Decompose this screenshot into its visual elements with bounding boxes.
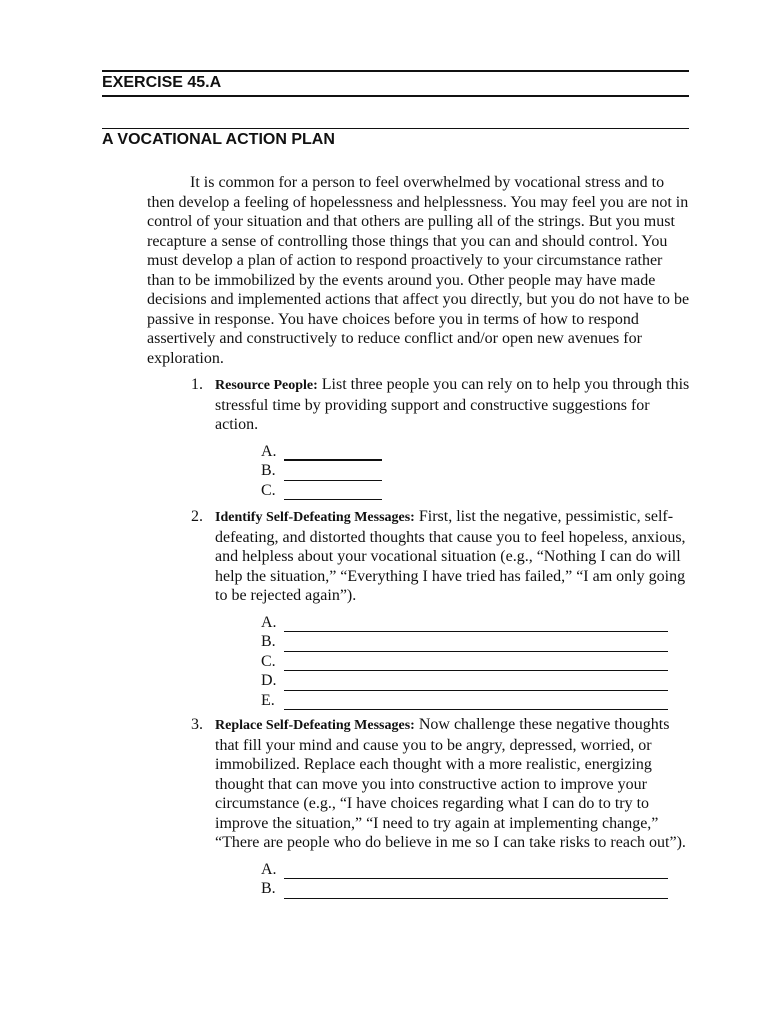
answer-letter: C. [261, 652, 276, 670]
answer-blank[interactable] [284, 656, 668, 671]
worksheet-title: A VOCATIONAL ACTION PLAN [102, 131, 335, 148]
item-text: First, list the negative, pessimistic, self-defeating, and distorted thoughts that cause you to feel hopeless, anxious, and helpless about your vocational situation (e.g., “Nothing I can do will help the situation,” “Everything I have tried has failed,” “I am only going to be rejected again”). [215, 508, 686, 604]
item-resource-people [191, 375, 691, 500]
answer-list [261, 613, 691, 711]
item-number: 1. [191, 376, 203, 393]
answer-blank[interactable] [284, 485, 382, 500]
item-replace-messages [191, 715, 691, 899]
top-rule [102, 70, 689, 72]
item-lead: Replace Self-Defeating Messages: [215, 718, 415, 733]
answer-blank[interactable] [284, 884, 668, 899]
answer-row[interactable] [261, 652, 691, 672]
answer-letter: B. [261, 633, 276, 650]
answer-row[interactable] [261, 632, 691, 652]
exercise-label: EXERCISE 45.A [102, 74, 222, 91]
answer-letter: A. [261, 860, 277, 878]
answer-blank[interactable] [284, 864, 668, 879]
answer-blank[interactable] [284, 445, 382, 461]
answer-row[interactable] [261, 442, 691, 462]
intro-paragraph: It is common for a person to feel overwhelmed by vocational stress and to then develop a feeling of hopelessness and helplessness. You may feel you are not in control of your situation and that others are pulling all of the strings. But you must recapture a sense of controlling those things that you can and should control. You must develop a plan of action to respond proactively to your circumstance rather than to be immobilized by the events around you. Other people may have made decisions and implemented actions that affect you directly, but you do not have to be passive in response. You have choices before you in terms of how to respond assertively and constructively to reduce conflict and/or open new avenues for exploration. [147, 174, 690, 367]
answer-letter: A. [261, 442, 277, 460]
item-lead: Identify Self-Defeating Messages: [215, 510, 415, 525]
answer-row[interactable] [261, 613, 691, 633]
answer-list [261, 442, 691, 501]
answer-blank[interactable] [284, 617, 668, 632]
answer-letter: D. [261, 672, 277, 689]
item-lead: Resource People: [215, 378, 318, 393]
item-text: List three people you can rely on to help you through this stressful time by providing support and constructive suggestions for action. [215, 376, 690, 433]
answer-letter: B. [261, 880, 276, 897]
answer-letter: C. [261, 481, 276, 499]
exercise-underline-rule [102, 95, 689, 97]
answer-blank[interactable] [284, 637, 668, 652]
item-text: Now challenge these negative thoughts that fill your mind and cause you to be angry, depressed, worried, or immobilized. Replace each thought with a more realistic, energizing thought that can move you into constructive action to improve your circumstance (e.g., “I have choices regarding what I can do to try to improve the situation,” “I need to try again at implementing change,” “There are people who do believe in me so I can take risks to reach out”). [215, 716, 686, 851]
answer-list [261, 860, 691, 899]
answer-row[interactable] [261, 461, 691, 481]
answer-letter: B. [261, 462, 276, 479]
answer-row[interactable] [261, 671, 691, 691]
item-number: 3. [191, 716, 203, 733]
item-identify-messages [191, 507, 691, 710]
answer-letter: E. [261, 691, 275, 709]
answer-blank[interactable] [284, 466, 382, 481]
answer-letter: A. [261, 613, 277, 631]
answer-row[interactable] [261, 860, 691, 880]
title-rule [102, 128, 689, 129]
answer-blank[interactable] [284, 695, 668, 710]
answer-row[interactable] [261, 691, 691, 711]
answer-row[interactable] [261, 879, 691, 899]
answer-row[interactable] [261, 481, 691, 501]
answer-blank[interactable] [284, 676, 668, 691]
item-number: 2. [191, 508, 203, 525]
